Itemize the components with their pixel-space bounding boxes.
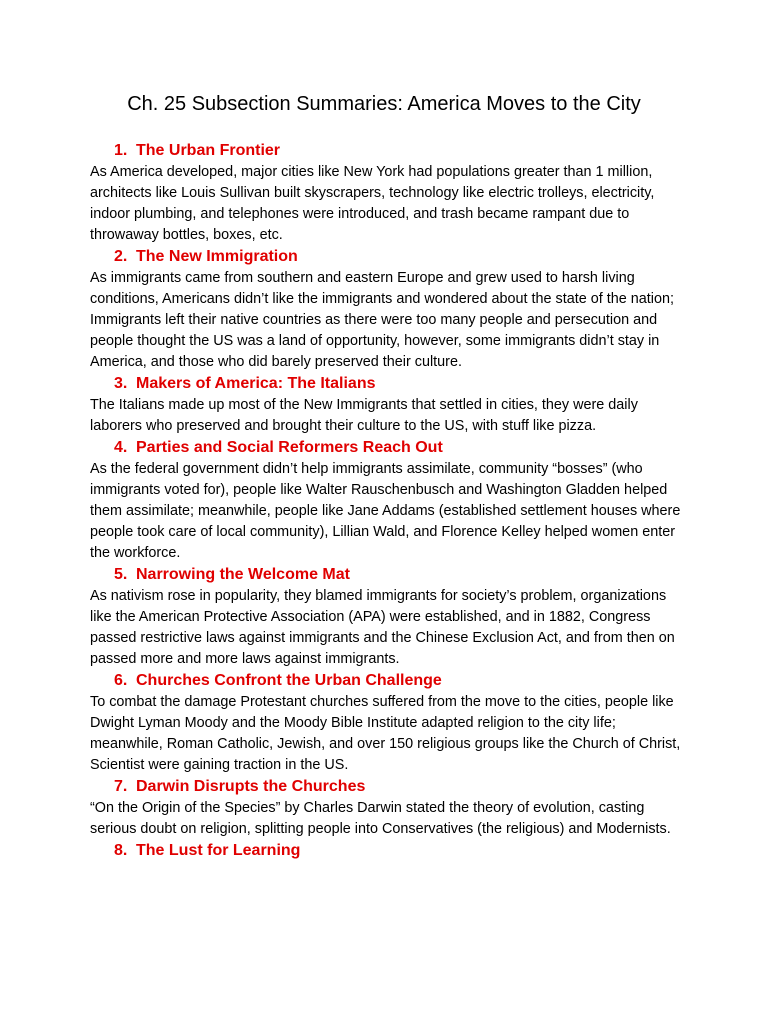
section-heading [90, 670, 690, 692]
section-heading [90, 840, 690, 862]
section-title: Narrowing the Welcome Mat [136, 566, 350, 583]
section-6 [90, 670, 690, 776]
section-title: Makers of America: The Italians [136, 375, 376, 392]
section-2 [90, 246, 690, 373]
section-body: To combat the damage Protestant churches suffered from the move to the cities, people like Dwight Lyman Moody and the Moody Bible Institute adapted religion to the city life; meanwhile, Roman Catholic, Jewish, and over 150 religious groups like the Church of Christ, Scientist were gaining traction in the US. [90, 694, 681, 773]
page-title: Ch. 25 Subsection Summaries: America Moves to the City [127, 93, 641, 115]
section-7 [90, 776, 690, 840]
section-body: As nativism rose in popularity, they blamed immigrants for society’s problem, organizations like the American Protective Association (APA) were established, and in 1882, Congress passed restrictive laws against immigrants and the Chinese Exclusion Act, and from then on passed more and more laws against immigrants. [90, 588, 675, 667]
section-heading [90, 246, 690, 268]
section-heading [90, 437, 690, 459]
section-body: As the federal government didn’t help immigrants assimilate, community “bosses” (who immigrants voted for), people like Walter Rauschenbusch and Washington Gladden helped them assimilate; meanwhile, people like Jane Addams (established settlement houses where people took care of local community), Lillian Wald, and Florence Kelley helped women enter the workforce. [90, 461, 681, 561]
section-number: 3. [114, 375, 128, 392]
section-heading [90, 373, 690, 395]
section-heading [90, 776, 690, 798]
section-heading [90, 140, 690, 162]
section-title: The Urban Frontier [136, 142, 281, 159]
section-5 [90, 564, 690, 670]
section-heading [90, 564, 690, 586]
section-title: The Lust for Learning [136, 842, 301, 859]
section-number: 8. [114, 842, 128, 859]
section-3 [90, 373, 690, 437]
section-body: As immigrants came from southern and eastern Europe and grew used to harsh living conditions, Americans didn’t like the immigrants and wondered about the state of the nation; Immigrants left their native countries as there were too many people and persecution and people thought the US was a land of opportunity, however, some immigrants didn’t stay in America, and those who did barely preserved their culture. [90, 270, 674, 370]
section-number: 5. [114, 566, 128, 583]
section-8 [90, 840, 690, 862]
section-body: The Italians made up most of the New Immigrants that settled in cities, they were daily laborers who preserved and brought their culture to the US, with stuff like pizza. [90, 397, 638, 434]
section-body: “On the Origin of the Species” by Charles Darwin stated the theory of evolution, casting serious doubt on religion, splitting people into Conservatives (the religious) and Modernists. [90, 800, 671, 837]
section-1 [90, 140, 690, 246]
section-title: The New Immigration [136, 248, 298, 265]
section-number: 4. [114, 439, 128, 456]
section-number: 6. [114, 672, 128, 689]
section-title: Churches Confront the Urban Challenge [136, 672, 442, 689]
section-number: 7. [114, 778, 128, 795]
section-title: Darwin Disrupts the Churches [136, 778, 366, 795]
section-number: 2. [114, 248, 128, 265]
section-title: Parties and Social Reformers Reach Out [136, 439, 443, 456]
document-content [90, 140, 690, 862]
section-4 [90, 437, 690, 564]
section-body: As America developed, major cities like New York had populations greater than 1 million, architects like Louis Sullivan built skyscrapers, technology like electric trolleys, electricity, indoor plumbing, and telephones were introduced, and trash became rampant due to throwaway bottles, boxes, etc. [90, 164, 655, 243]
section-number: 1. [114, 142, 128, 159]
